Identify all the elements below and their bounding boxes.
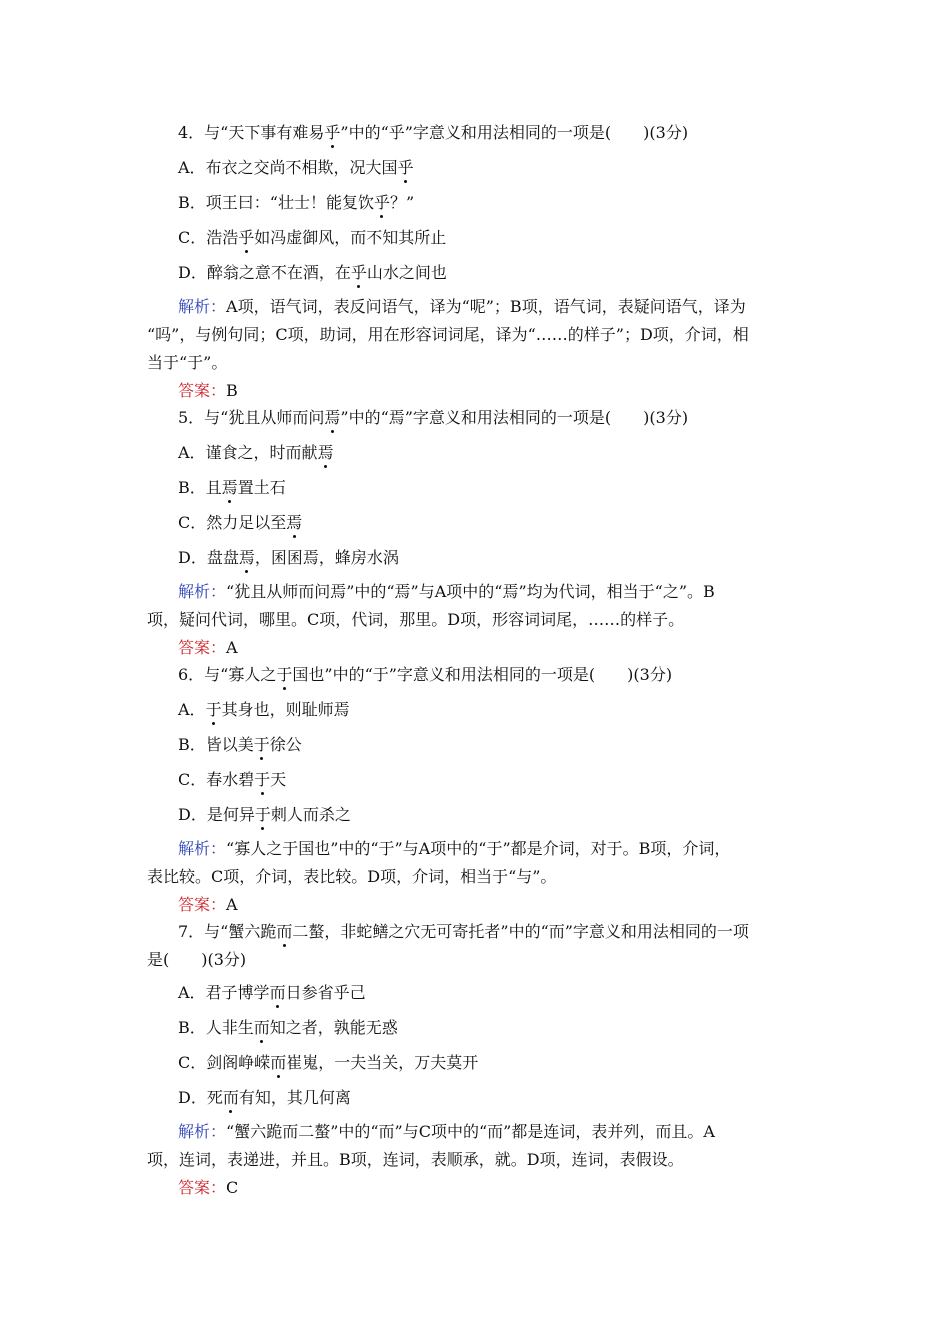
question-6-option-d: [178, 804, 351, 826]
option-text: B．人非生: [178, 1018, 254, 1037]
question-4-answer: [178, 380, 238, 402]
option-text: 有知，其几何离: [238, 1088, 351, 1107]
question-7-option-b: [178, 1017, 398, 1039]
question-6-option-a: [178, 699, 350, 721]
question-7-option-d: [178, 1087, 351, 1109]
option-text: ？”: [389, 193, 415, 212]
question-4-option-b: [178, 192, 414, 214]
option-text: C．然力足以至: [178, 513, 287, 532]
option-text: B．皆以美: [178, 735, 254, 754]
question-7-explanation-line-2: 项，连词，表递进，并且。B项，连词，表顺承，就。D项，连词，表假设。: [147, 1150, 684, 1169]
emphasis-char: 焉: [317, 443, 334, 462]
emphasis-char: 于: [254, 805, 271, 824]
option-text: C．剑阁峥嵘: [178, 1053, 271, 1072]
question-5-explanation: [178, 581, 715, 603]
question-7-explanation: [178, 1121, 715, 1143]
question-4-option-c: [178, 227, 446, 249]
explanation-label: 解析：: [178, 839, 227, 858]
answer-value: A: [226, 638, 238, 657]
answer-value: B: [226, 381, 238, 400]
option-text: D．盘盘: [178, 548, 239, 567]
question-6-explanation-line-2: 表比较。C项，介词，表比较。D项，介词，相当于“与”。: [147, 867, 557, 886]
emphasis-char: 焉: [221, 478, 238, 497]
option-text: 置土石: [237, 478, 286, 497]
option-text: B．且: [178, 478, 222, 497]
option-text: D．是何异: [178, 805, 255, 824]
question-5-explanation-line-2: 项，疑问代词，哪里。C项，代词，那里。D项，形容词词尾，……的样子。: [147, 610, 685, 629]
explanation-text: “蟹六跪而二螯”中的“而”与C项中的“而”都是连词，表并列，而且。A: [226, 1122, 715, 1141]
option-text: 如冯虚御风，而不知其所止: [254, 228, 447, 247]
option-text: 徐公: [269, 735, 302, 754]
option-text: C．浩浩: [178, 228, 239, 247]
question-4-explanation-line-3: 当于“于”。: [147, 353, 228, 372]
option-text: D．醉翁之意不在酒，在: [178, 263, 351, 282]
question-6-explanation: [178, 838, 730, 860]
emphasis-char: 乎: [397, 158, 414, 177]
answer-label: 答案：: [178, 1178, 227, 1197]
explanation-label: 解析：: [178, 582, 227, 601]
option-text: A．布衣之交尚不相欺，况大国: [178, 158, 398, 177]
question-6-option-b: [178, 734, 302, 756]
question-4-stem: [178, 122, 688, 144]
emphasis-char: 焉: [286, 513, 303, 532]
answer-label: 答案：: [178, 638, 227, 657]
question-7-stem-continued: 是( )(3分): [147, 950, 247, 969]
option-text: A．谨食之，时而献: [178, 443, 318, 462]
question-7-answer: [178, 1177, 238, 1199]
emphasis-char: 乎: [238, 228, 255, 247]
answer-label: 答案：: [178, 381, 227, 400]
question-4-explanation: [178, 296, 746, 318]
option-text: C．春水碧: [178, 770, 255, 789]
question-6-answer: [178, 894, 238, 916]
stem-text: ”中的“乎”字意义和用法相同的一项是( )(3分): [340, 123, 689, 142]
option-text: A．君子博学: [178, 983, 270, 1002]
question-5-option-c: [178, 512, 302, 534]
option-text: 崔嵬，一夫当关，万夫莫开: [286, 1053, 479, 1072]
question-4-explanation-line-2: “吗”，与例句同；C项，助词，用在形容词词尾，译为“……的样子”；D项，介词，相: [147, 325, 749, 344]
answer-value: A: [226, 895, 238, 914]
option-text: 天: [270, 770, 287, 789]
option-text: 刺人而杀之: [270, 805, 351, 824]
option-text: B．项王曰：“壮士！能复饮: [178, 193, 374, 212]
question-5-option-d: [178, 547, 399, 569]
emphasis-char: 焉: [238, 548, 255, 567]
question-5-option-a: [178, 442, 334, 464]
answer-value: C: [226, 1178, 239, 1197]
option-text: D．死: [178, 1088, 223, 1107]
explanation-text: A项，语气词，表反问语气，译为“呢”；B项，语气词，表疑问语气，译为: [226, 297, 746, 316]
stem-text: 二螯，非蛇鳝之穴无可寄托者”中的“而”字意义和用法相同的一项: [292, 922, 749, 941]
emphasis-char: 而: [269, 983, 286, 1002]
question-6-option-c: [178, 769, 286, 791]
stem-text: 4．与“天下事有难易: [178, 123, 325, 142]
stem-text: 7．与“蟹六跪: [178, 922, 277, 941]
question-6-stem: [178, 664, 672, 686]
explanation-label: 解析：: [178, 1122, 227, 1141]
emphasis-char: 乎: [373, 193, 390, 212]
question-7-stem: [178, 921, 749, 943]
question-5-option-b: [178, 477, 286, 499]
stem-text: 6．与“寡人之: [178, 665, 277, 684]
question-4-option-d: [178, 262, 447, 284]
option-text: ，囷囷焉，蜂房水涡: [254, 548, 399, 567]
emphasis-char: 而: [270, 1053, 287, 1072]
emphasis-char: 而: [253, 1018, 270, 1037]
option-text: 日参省乎己: [285, 983, 366, 1002]
question-7-option-a: [178, 982, 366, 1004]
emphasis-char: 于: [276, 665, 293, 684]
option-text: 知之者，孰能无惑: [269, 1018, 398, 1037]
stem-text: 5．与“犹且从师而问: [178, 408, 325, 427]
emphasis-char: 于: [253, 735, 270, 754]
question-7-option-c: [178, 1052, 478, 1074]
option-text: A．: [178, 700, 206, 719]
emphasis-char: 乎: [350, 263, 367, 282]
question-5-stem: [178, 407, 688, 429]
emphasis-char: 乎: [324, 123, 341, 142]
option-text: 山水之间也: [366, 263, 447, 282]
emphasis-char: 焉: [324, 408, 341, 427]
stem-text: 国也”中的“于”字意义和用法相同的一项是( )(3分): [292, 665, 673, 684]
stem-text: ”中的“焉”字意义和用法相同的一项是( )(3分): [340, 408, 689, 427]
explanation-label: 解析：: [178, 297, 227, 316]
answer-label: 答案：: [178, 895, 227, 914]
emphasis-char: 而: [222, 1088, 239, 1107]
explanation-text: “寡人之于国也”中的“于”与A项中的“于”都是介词，对于。B项，介词，: [226, 839, 731, 858]
emphasis-char: 于: [205, 700, 222, 719]
explanation-text: “犹且从师而问焉”中的“焉”与A项中的“焉”均为代词，相当于“之”。B: [226, 582, 715, 601]
question-5-answer: [178, 637, 238, 659]
emphasis-char: 于: [254, 770, 271, 789]
question-4-option-a: [178, 157, 414, 179]
emphasis-char: 而: [276, 922, 293, 941]
option-text: 其身也，则耻师焉: [221, 700, 350, 719]
